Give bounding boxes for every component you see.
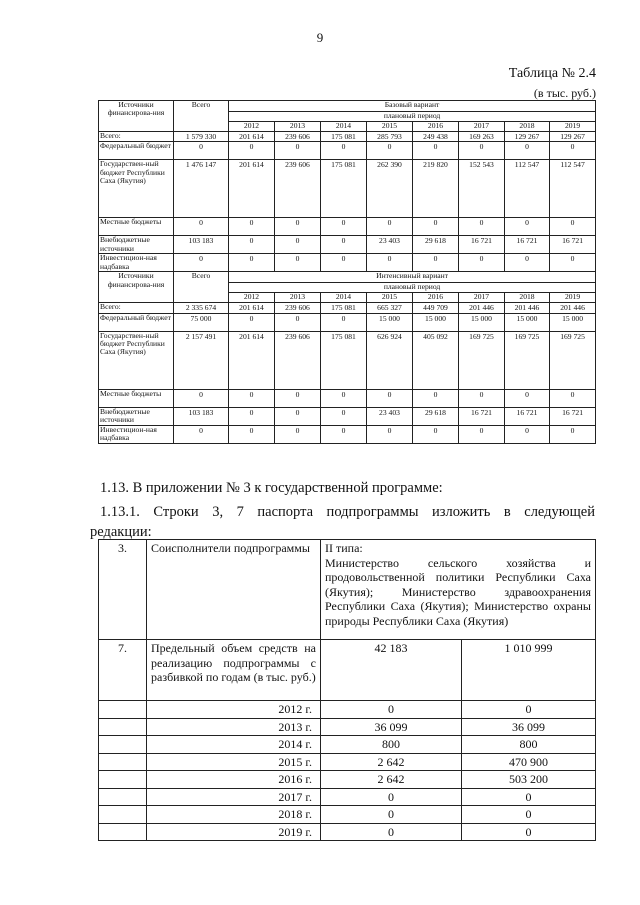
year-header: 2014: [321, 293, 367, 303]
year-value-b: 0: [462, 788, 596, 806]
year-label: 2012 г.: [147, 701, 321, 719]
year-value: 0: [413, 142, 459, 160]
year-value: 169 263: [459, 132, 505, 142]
year-value: 0: [275, 218, 321, 236]
year-value: 626 924: [367, 331, 413, 389]
total-value: 0: [174, 425, 229, 443]
empty-cell: [99, 771, 147, 789]
year-header: 2017: [459, 122, 505, 132]
year-label: 2016 г.: [147, 771, 321, 789]
source-label: Инвестицион-ная надбавка: [99, 425, 174, 443]
year-label: 2019 г.: [147, 823, 321, 841]
variant-header: Интенсивный вариант: [229, 272, 596, 283]
paragraph-1-13-1-line1: 1.13.1. Строки 3, 7 паспорта подпрограммы изложить в следующей: [100, 504, 595, 520]
year-value: 665 327: [367, 303, 413, 313]
total-value: 1 476 147: [174, 160, 229, 218]
year-header: 2015: [367, 293, 413, 303]
page-number: 9: [316, 30, 324, 45]
year-value: 201 614: [229, 132, 275, 142]
year-value: 15 000: [459, 313, 505, 331]
year-value: 15 000: [505, 313, 550, 331]
empty-cell: [99, 753, 147, 771]
year-value: 0: [321, 389, 367, 407]
year-header: 2019: [550, 122, 596, 132]
year-header: 2019: [550, 293, 596, 303]
year-value: 239 606: [275, 132, 321, 142]
passport-year-row: [99, 753, 596, 771]
year-value: 0: [550, 389, 596, 407]
year-value: 262 390: [367, 160, 413, 218]
total-value: 0: [174, 389, 229, 407]
total-value: 2 157 491: [174, 331, 229, 389]
year-value: 0: [229, 218, 275, 236]
year-value: 16 721: [550, 236, 596, 254]
passport-row-3: [99, 540, 596, 640]
total-value: 2 335 674: [174, 303, 229, 313]
empty-cell: [99, 823, 147, 841]
empty-cell: [99, 806, 147, 824]
year-value: 129 267: [550, 132, 596, 142]
year-header: 2015: [367, 122, 413, 132]
year-value: 201 614: [229, 331, 275, 389]
year-value-a: 0: [321, 701, 462, 719]
year-header: 2016: [413, 293, 459, 303]
paragraph-1-13-1-line2: редакции:: [90, 524, 152, 540]
total-a: 42 183: [321, 640, 462, 701]
year-value: 0: [413, 425, 459, 443]
year-value: 0: [275, 236, 321, 254]
year-value: 0: [459, 254, 505, 272]
year-value: 285 793: [367, 132, 413, 142]
year-value: 16 721: [459, 236, 505, 254]
year-value: 23 403: [367, 407, 413, 425]
header-row: [99, 101, 596, 112]
year-value: 405 092: [413, 331, 459, 389]
year-value: 0: [505, 218, 550, 236]
year-value: 169 725: [459, 331, 505, 389]
year-value: 0: [229, 389, 275, 407]
year-value: 0: [505, 425, 550, 443]
year-value: 239 606: [275, 303, 321, 313]
year-value: 29 618: [413, 236, 459, 254]
year-value: 23 403: [367, 236, 413, 254]
col-source-header: Источники финансирова-ния: [99, 272, 174, 303]
year-label: 2018 г.: [147, 806, 321, 824]
year-value: 0: [229, 407, 275, 425]
year-value: 175 081: [321, 160, 367, 218]
year-value: 449 709: [413, 303, 459, 313]
paragraph-1-13: 1.13. В приложении № 3 к государственной программе:: [100, 480, 443, 496]
source-label: Местные бюджеты: [99, 389, 174, 407]
year-label: 2015 г.: [147, 753, 321, 771]
empty-cell: [99, 788, 147, 806]
passport-table: [98, 539, 596, 841]
year-value: 0: [505, 142, 550, 160]
year-value: 219 820: [413, 160, 459, 218]
year-value: 0: [413, 389, 459, 407]
table-row: [99, 303, 596, 313]
year-value: 0: [550, 425, 596, 443]
planned-period-header: плановый период: [229, 283, 596, 293]
year-label: 2013 г.: [147, 718, 321, 736]
year-value: 0: [275, 425, 321, 443]
year-header: 2013: [275, 122, 321, 132]
year-value: 201 614: [229, 303, 275, 313]
table-row: [99, 425, 596, 443]
source-label: Государствен-ный бюджет Республики Саха (Якутия): [99, 331, 174, 389]
source-label: Внебюджетные источники: [99, 236, 174, 254]
coexecutor-list: Министерство сельского хозяйства и продовольственной политики Республики Саха (Якутия); Министерство здравоохранения Республики Саха (Якутия); Министерство охраны природы Республики Саха (Якутия): [325, 555, 591, 628]
year-value: 0: [459, 218, 505, 236]
year-header: 2017: [459, 293, 505, 303]
year-value: 0: [275, 142, 321, 160]
year-value: 0: [229, 236, 275, 254]
year-value: 16 721: [505, 236, 550, 254]
row-label: Соисполнители подпрограммы: [147, 540, 321, 640]
table-row: [99, 313, 596, 331]
passport-year-row: [99, 823, 596, 841]
year-header: 2016: [413, 122, 459, 132]
year-value: 175 081: [321, 132, 367, 142]
col-total-header: Всего: [174, 101, 229, 132]
year-value: 0: [321, 218, 367, 236]
year-value: 0: [459, 425, 505, 443]
year-value: 0: [229, 425, 275, 443]
table-row: [99, 218, 596, 236]
year-value: 0: [367, 389, 413, 407]
table-row: [99, 160, 596, 218]
year-value: 239 606: [275, 331, 321, 389]
source-label: Государствен-ный бюджет Республики Саха (Якутия): [99, 160, 174, 218]
year-value-b: 0: [462, 701, 596, 719]
total-value: 103 183: [174, 236, 229, 254]
table-row: [99, 236, 596, 254]
year-value: 201 614: [229, 160, 275, 218]
empty-cell: [99, 736, 147, 754]
passport-row-7: [99, 640, 596, 701]
table-row: [99, 254, 596, 272]
planned-period-header: плановый период: [229, 112, 596, 122]
source-label: Федеральный бюджет: [99, 313, 174, 331]
source-label: Всего:: [99, 303, 174, 313]
source-label: Всего:: [99, 132, 174, 142]
passport-year-row: [99, 771, 596, 789]
year-value: 201 446: [505, 303, 550, 313]
total-value: 0: [174, 254, 229, 272]
year-value: 175 081: [321, 303, 367, 313]
empty-cell: [99, 718, 147, 736]
year-value-b: 470 900: [462, 753, 596, 771]
header-row: [99, 272, 596, 283]
year-value: 152 543: [459, 160, 505, 218]
total-b: 1 010 999: [462, 640, 596, 701]
variant-header: Базовый вариант: [229, 101, 596, 112]
col-total-header: Всего: [174, 272, 229, 303]
year-value-a: 36 099: [321, 718, 462, 736]
row-content: [321, 540, 596, 640]
year-value-a: 2 642: [321, 753, 462, 771]
year-value: 239 606: [275, 160, 321, 218]
total-value: 103 183: [174, 407, 229, 425]
year-header: 2018: [505, 293, 550, 303]
year-value: 0: [413, 254, 459, 272]
year-header: 2014: [321, 122, 367, 132]
year-value: 0: [321, 425, 367, 443]
year-value: 0: [459, 389, 505, 407]
year-value-a: 800: [321, 736, 462, 754]
year-value: 16 721: [550, 407, 596, 425]
year-value-a: 0: [321, 788, 462, 806]
total-value: 0: [174, 218, 229, 236]
year-value: 0: [275, 389, 321, 407]
passport-year-row: [99, 736, 596, 754]
year-value: 0: [550, 218, 596, 236]
year-value-b: 800: [462, 736, 596, 754]
empty-cell: [99, 701, 147, 719]
year-value: 0: [275, 313, 321, 331]
total-value: 1 579 330: [174, 132, 229, 142]
year-value: 0: [275, 254, 321, 272]
source-label: Местные бюджеты: [99, 218, 174, 236]
year-value: 169 725: [505, 331, 550, 389]
source-label: Федеральный бюджет: [99, 142, 174, 160]
year-header: 2013: [275, 293, 321, 303]
year-value: 0: [321, 407, 367, 425]
year-value: 15 000: [550, 313, 596, 331]
year-header: 2012: [229, 293, 275, 303]
year-value: 16 721: [505, 407, 550, 425]
year-value: 15 000: [413, 313, 459, 331]
year-value-a: 0: [321, 823, 462, 841]
paragraph-1-13-1: [90, 502, 595, 542]
year-value: 0: [505, 389, 550, 407]
year-value-b: 36 099: [462, 718, 596, 736]
year-label: 2014 г.: [147, 736, 321, 754]
year-label: 2017 г.: [147, 788, 321, 806]
passport-year-row: [99, 788, 596, 806]
year-value: 0: [413, 218, 459, 236]
total-value: 75 000: [174, 313, 229, 331]
table-row: [99, 132, 596, 142]
year-value: 0: [321, 313, 367, 331]
year-value: 112 547: [505, 160, 550, 218]
source-label: Инвестицион-ная надбавка: [99, 254, 174, 272]
year-value: 0: [321, 236, 367, 254]
year-value-b: 503 200: [462, 771, 596, 789]
year-value: 175 081: [321, 331, 367, 389]
row-number: 7.: [99, 640, 147, 701]
year-value: 0: [229, 313, 275, 331]
passport-year-row: [99, 701, 596, 719]
row-label: Предельный объем средств на реализацию подпрограммы с разбивкой по годам (в тыс. руб.): [147, 640, 321, 701]
year-header: 2018: [505, 122, 550, 132]
row-number: 3.: [99, 540, 147, 640]
year-value: 0: [550, 254, 596, 272]
table-unit: (в тыс. руб.): [533, 86, 596, 100]
total-value: 0: [174, 142, 229, 160]
year-value: 129 267: [505, 132, 550, 142]
year-value: 0: [321, 254, 367, 272]
year-header: 2012: [229, 122, 275, 132]
year-value: 201 446: [459, 303, 505, 313]
col-source-header: Источники финансирова-ния: [99, 101, 174, 132]
year-value: 0: [459, 142, 505, 160]
year-value: 0: [367, 254, 413, 272]
passport-year-row: [99, 718, 596, 736]
year-value-b: 0: [462, 823, 596, 841]
financing-table: [98, 100, 596, 444]
year-value-a: 0: [321, 806, 462, 824]
year-value: 0: [275, 407, 321, 425]
year-value: 0: [229, 254, 275, 272]
year-value: 0: [229, 142, 275, 160]
table-title: Таблица № 2.4: [508, 66, 596, 81]
year-value-a: 2 642: [321, 771, 462, 789]
year-value: 0: [505, 254, 550, 272]
table-row: [99, 331, 596, 389]
year-value: 0: [367, 142, 413, 160]
year-value: 29 618: [413, 407, 459, 425]
year-value: 0: [550, 142, 596, 160]
table-row: [99, 142, 596, 160]
passport-year-row: [99, 806, 596, 824]
year-value: 0: [367, 425, 413, 443]
year-value: 0: [367, 218, 413, 236]
year-value: 201 446: [550, 303, 596, 313]
year-value: 0: [321, 142, 367, 160]
year-value: 16 721: [459, 407, 505, 425]
coexecutor-type: II типа:: [325, 541, 363, 555]
table-row: [99, 407, 596, 425]
source-label: Внебюджетные источники: [99, 407, 174, 425]
year-value-b: 0: [462, 806, 596, 824]
year-value: 15 000: [367, 313, 413, 331]
year-value: 249 438: [413, 132, 459, 142]
year-value: 112 547: [550, 160, 596, 218]
year-value: 169 725: [550, 331, 596, 389]
table-row: [99, 389, 596, 407]
